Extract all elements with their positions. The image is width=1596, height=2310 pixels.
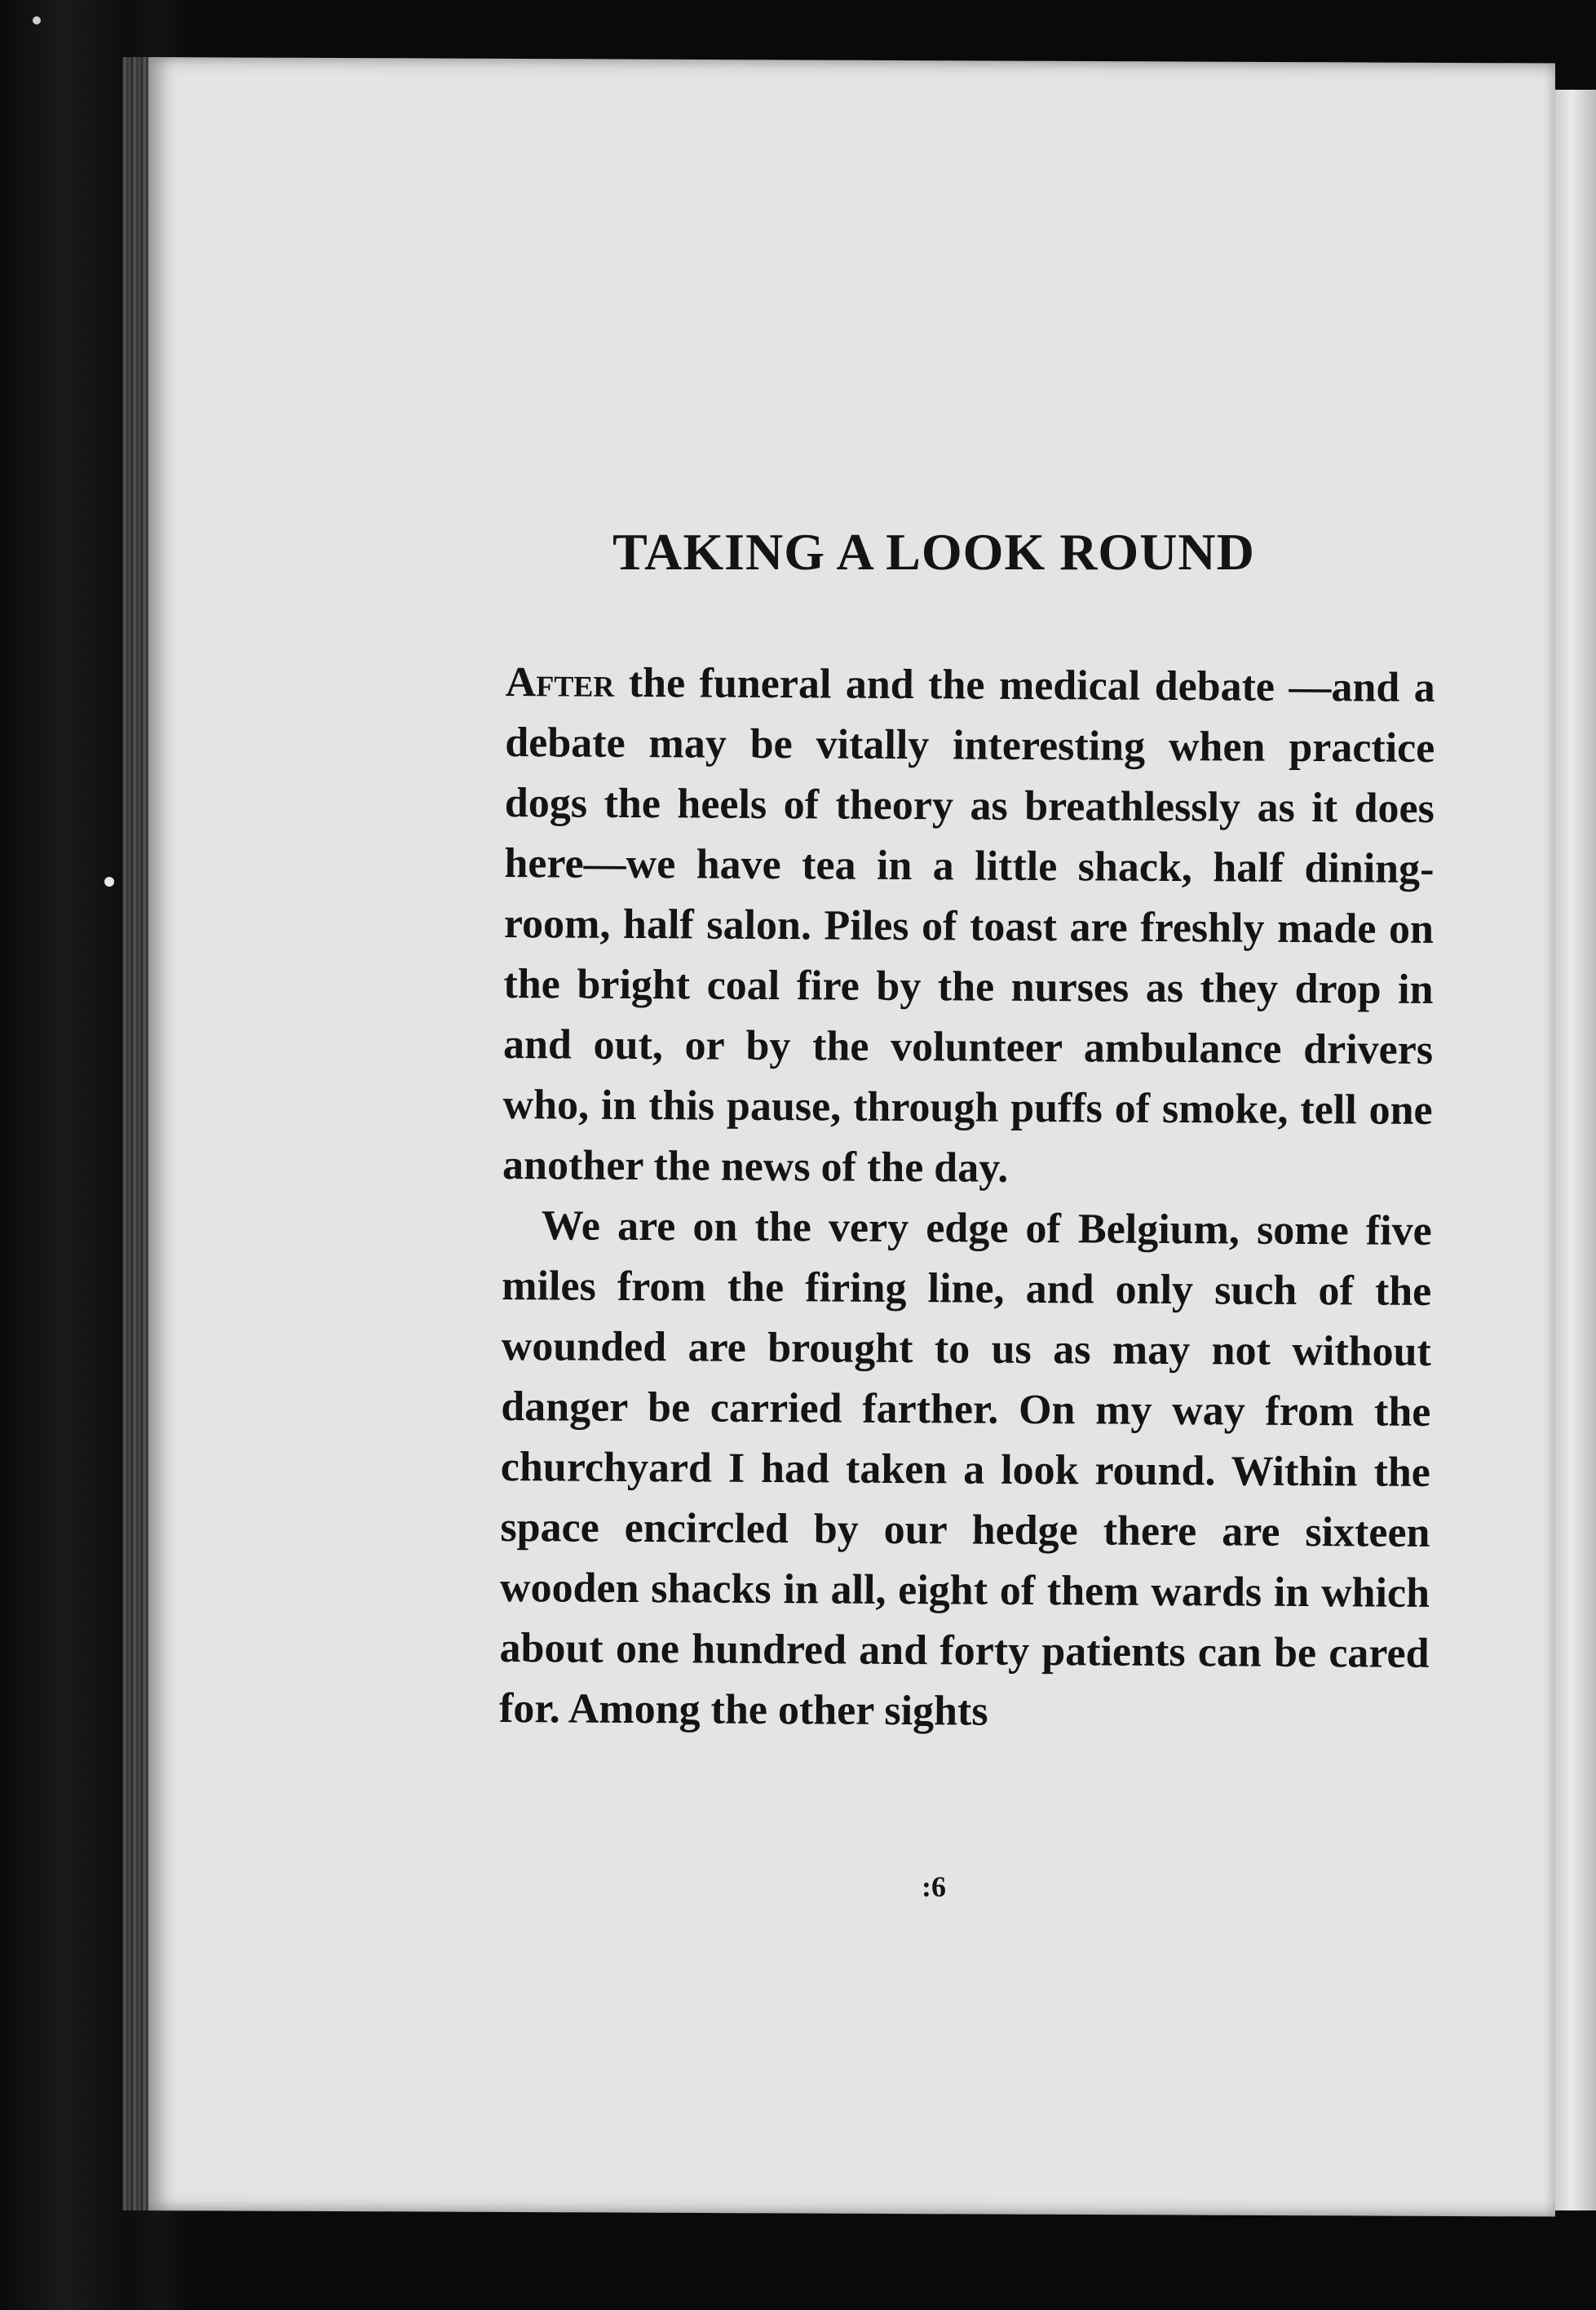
body-text xyxy=(499,653,1435,1745)
scan-speck xyxy=(33,16,41,24)
paragraph-1 xyxy=(502,653,1435,1201)
page-edge-strip xyxy=(1555,90,1596,2210)
chapter-heading: TAKING A LOOK ROUND xyxy=(612,523,1255,581)
page-number: :6 xyxy=(922,1870,946,1903)
scan-speck xyxy=(104,877,114,887)
paragraph-2: We are on the very edge of Belgium, some five miles from the firing line, and only such of the wounded are brought to us as may not without danger be carried farther. On my way from the churchyard I had taken a look round. Within the space encircled by our hedge there are sixteen wooden shacks in all, eight of them wards in which about one hundred and forty patients can be cared for. Among the other sights xyxy=(498,1202,1432,1735)
paragraph-lead-word: After xyxy=(505,658,615,706)
paragraph-1-text: the funeral and the medical debate —and a debate may be vitally interesting when practice dogs the heels of theory as breathlessly as it does here—we have tea in a little shack, half dining-room, half salon. Piles of toast are freshly made on the bright coal fire by the nurses as they drop in and out, or by the volunteer ambulance drivers who, in this pause, through puffs of smoke, tell one another the news of the day. xyxy=(502,659,1435,1192)
